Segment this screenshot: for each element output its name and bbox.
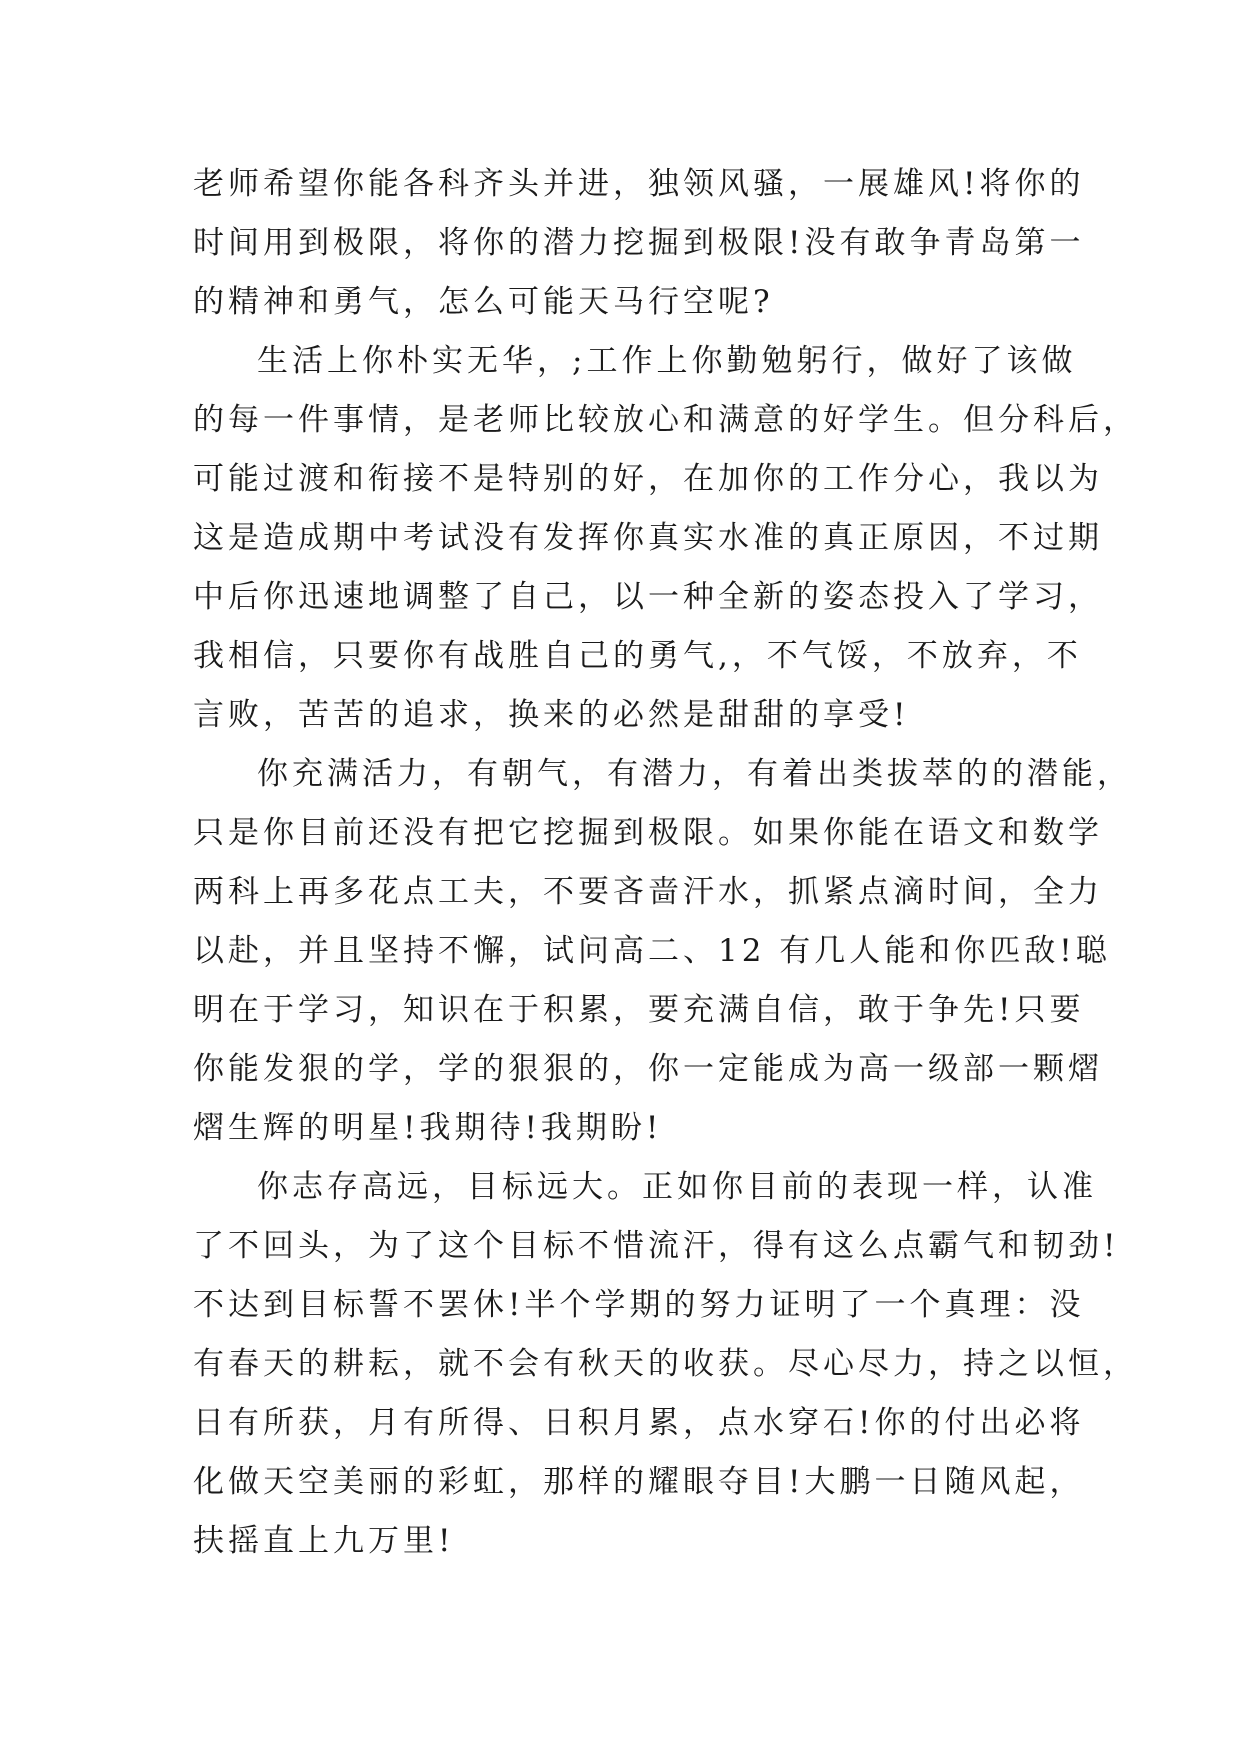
text-line: 你志存高远，目标远大。正如你目前的表现一样，认准	[257, 1169, 1097, 1205]
text-line: 化做天空美丽的彩虹，那样的耀眼夺目!大鹏一日随风起，	[193, 1464, 1085, 1500]
paragraph-2	[193, 332, 1138, 745]
text-line: 的精神和勇气，怎么可能天马行空呢?	[193, 284, 774, 320]
paragraph-1	[193, 155, 1085, 332]
document-body	[193, 155, 1138, 1571]
text-line: 生活上你朴实无华，;工作上你勤勉躬行，做好了该做	[257, 343, 1077, 379]
text-line: 两科上再多花点工夫，不要吝啬汗水，抓紧点滴时间，全力	[193, 874, 1103, 910]
text-line: 不达到目标誓不罢休!半个学期的努力证明了一个真理：没	[193, 1287, 1085, 1323]
text-line: 你能发狠的学，学的狠狠的，你一定能成为高一级部一颗熠	[193, 1051, 1103, 1087]
text-line: 的每一件事情，是老师比较放心和满意的好学生。但分科后，	[193, 402, 1138, 438]
text-line: 了不回头，为了这个目标不惜流汗，得有这么点霸气和韧劲!	[193, 1228, 1120, 1264]
text-line: 只是你目前还没有把它挖掘到极限。如果你能在语文和数学	[193, 815, 1103, 851]
text-line: 言败，苦苦的追求，换来的必然是甜甜的享受!	[193, 697, 910, 733]
text-line: 熠生辉的明星!我期待!我期盼!	[193, 1110, 663, 1146]
text-line: 中后你迅速地调整了自己，以一种全新的姿态投入了学习，	[193, 579, 1103, 615]
text-line: 日有所获，月有所得、日积月累，点水穿石!你的付出必将	[193, 1405, 1085, 1441]
paragraph-4	[193, 1158, 1138, 1571]
text-line: 我相信，只要你有战胜自己的勇气,，不气馁，不放弃，不	[193, 638, 1082, 674]
text-line: 可能过渡和衔接不是特别的好，在加你的工作分心，我以为	[193, 461, 1103, 497]
paragraph-3	[193, 745, 1132, 1158]
text-line: 扶摇直上九万里!	[193, 1523, 455, 1559]
text-line: 老师希望你能各科齐头并进，独领风骚，一展雄风!将你的	[193, 166, 1085, 202]
text-line: 这是造成期中考试没有发挥你真实水准的真正原因，不过期	[193, 520, 1103, 556]
text-line: 你充满活力，有朝气，有潜力，有着出类拔萃的的潜能，	[257, 756, 1132, 792]
text-line: 以赴，并且坚持不懈，试问高二、12 有几人能和你匹敌!聪	[193, 933, 1111, 969]
text-line: 明在于学习，知识在于积累，要充满自信，敢于争先!只要	[193, 992, 1085, 1028]
text-line: 有春天的耕耘，就不会有秋天的收获。尽心尽力，持之以恒，	[193, 1346, 1138, 1382]
text-line: 时间用到极限，将你的潜力挖掘到极限!没有敢争青岛第一	[193, 225, 1085, 261]
